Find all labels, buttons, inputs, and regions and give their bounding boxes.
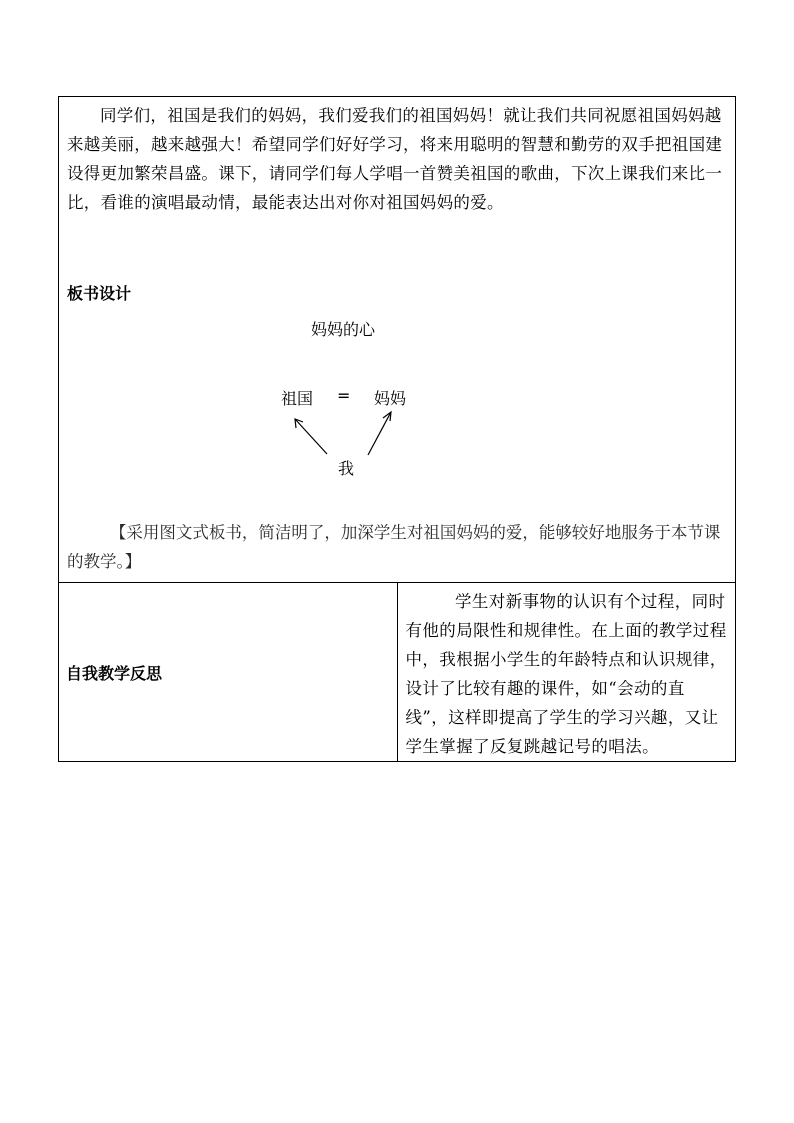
reflection-text-cell [397,583,736,762]
diagram-bottom-word: 我 [338,459,355,478]
reflection-label-cell [59,583,398,762]
diagram-right-word: 妈妈 [374,389,407,408]
arrow-head-left [295,419,303,428]
document-table [58,96,736,762]
note-paragraph: 【采用图文式板书，简洁明了，加深学生对祖国妈妈的爱，能够较好地服务于本节课的教学。】 [67,523,721,571]
arrow-to-left-word [295,419,327,454]
board-cell [59,97,736,583]
board-design-heading: 板书设计 [67,284,132,303]
arrow-head-right [383,412,391,421]
diagram-left-word: 祖国 [281,389,314,408]
board-title: 妈妈的心 [311,320,376,339]
table-row-reflection [59,583,736,762]
diagram-equals: = [337,386,351,405]
main-paragraph: 同学们，祖国是我们的妈妈，我们爱我们的祖国妈妈！就让我们共同祝愿祖国妈妈越来越美丽，越来越强大！希望同学们好好学习，将来用聪明的智慧和勤劳的双手把祖国建设得更加繁荣昌盛。课下，请同学们每人学唱一首赞美祖国的歌曲，下次上课我们来比一比，看谁的演唱最动情，最能表达出对你对祖国妈妈的爱。 [67,106,723,212]
arrow-to-right-word [368,412,391,455]
table-row-board [59,97,736,583]
reflection-label: 自我教学反思 [66,663,163,683]
reflection-paragraph: 学生对新事物的认识有个过程，同时有他的局限性和规律性。在上面的教学过程中，我根据小学生的年龄特点和认识规律，设计了比较有趣的课件，如“会动的直线”，这样即提高了学生的学习兴趣，又让学生掌握了反复跳越记号的唱法。 [405,592,727,756]
